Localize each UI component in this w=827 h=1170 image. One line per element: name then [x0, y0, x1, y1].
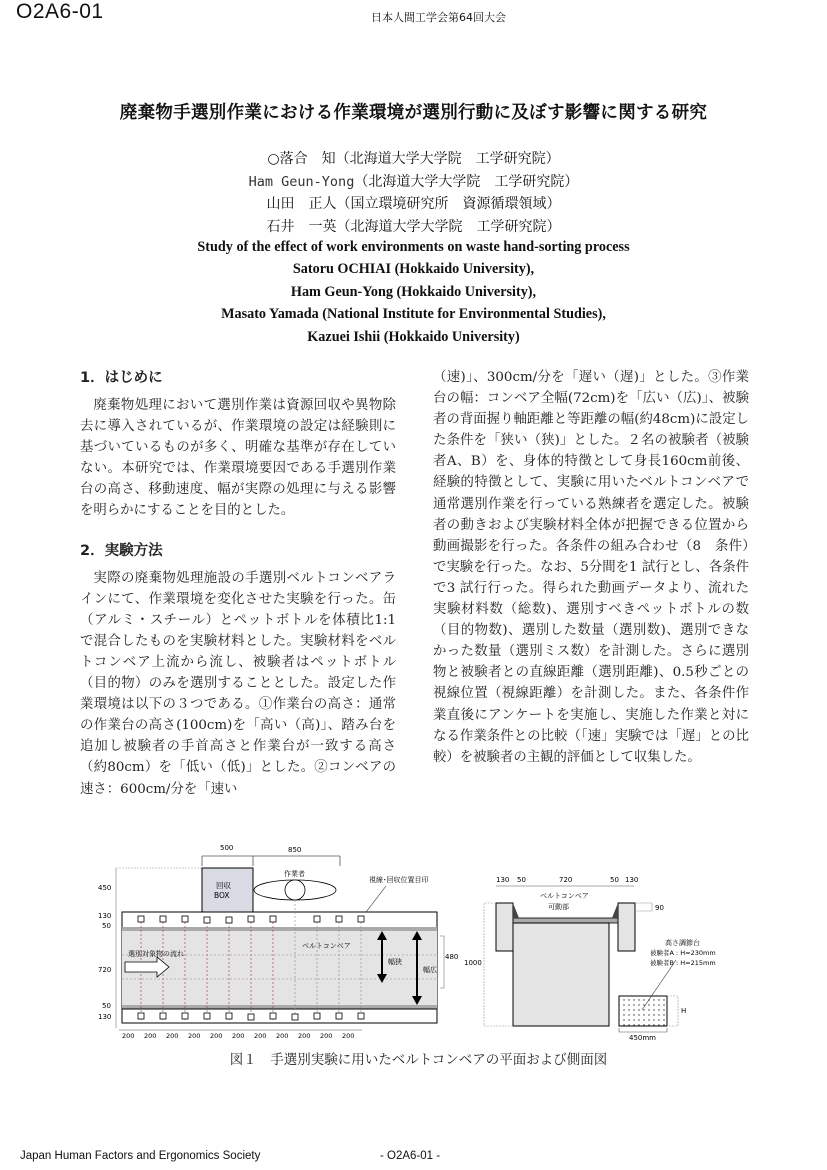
dim-label: 200 — [254, 1032, 267, 1040]
dim-label: 130 — [625, 876, 639, 884]
paper-id: O2A6-01 — [16, 0, 104, 23]
dim-label: 200 — [276, 1032, 289, 1040]
narrow-label: 幅狭 — [388, 958, 402, 966]
box-label: 回収 — [216, 881, 231, 890]
dim-label: 130 — [496, 876, 510, 884]
stand-label: 高さ調節台 — [665, 939, 700, 947]
author-name: 石井 一英 — [266, 218, 337, 235]
dim-label: 130 — [98, 912, 112, 920]
section-heading-method: 2．実験方法 — [80, 542, 163, 559]
english-author: Satoru OCHIAI (Hokkaido University), — [292, 261, 535, 278]
author-affiliation: （北海道大学大学院 工学研究院） — [336, 218, 561, 235]
conveyor-diagram — [92, 838, 752, 1043]
right-column — [433, 367, 749, 768]
marker-label: 視線･回収位置目印 — [369, 876, 429, 884]
dim-label: 1000 — [464, 959, 482, 967]
footer-page: - O2A6-01 - — [380, 1150, 441, 1162]
dim-label: 200 — [144, 1032, 157, 1040]
author-line — [0, 171, 827, 194]
english-author: Kazuei Ishii (Hokkaido University) — [307, 328, 520, 345]
author-name: ○落合 知 — [267, 151, 336, 167]
dim-label: 200 — [166, 1032, 179, 1040]
author-line — [0, 216, 827, 239]
subject-a-label: 被験者A : H=230mm — [650, 949, 716, 957]
dim-label: 90 — [655, 904, 664, 912]
left-column — [80, 367, 396, 800]
dim-label: 200 — [298, 1032, 311, 1040]
worker-label: 作業者 — [284, 870, 305, 878]
dim-label: 720 — [98, 966, 112, 974]
english-title-block — [0, 236, 827, 348]
dim-label: 500 — [220, 844, 234, 852]
side-view — [464, 876, 716, 1042]
author-affiliation: （北海道大学大学院 工学研究院） — [335, 151, 560, 167]
author-name: 山田 正人 — [266, 196, 337, 212]
author-line — [0, 193, 827, 216]
author-name: Ham Geun-Yong — [248, 173, 355, 190]
method-body-right: （速)」、300cm/分を「遅い（遅)」とした。③作業台の幅：コンベア全幅(72cm)を「広い（広)」、被験者の背面握り軸距離と等距離の幅(約48cm)に設定した条件を「狭い（狭)」とした。２名の被験者（被験者A、B）を、身体的特徴として身長160cm前後、経験的特徴として、実験に用いたベルトコンベアで通常選別作業を行っている熟練者を選定した。被験者の動きおよび実験材料全体が把握できる位置から動画撮影を行った。各条件の組み合わせ（8 条件）で実験を行った。なお、5分間を1 試行とし、各条件で3 試行行った。得られた動画データより、流れた実験材料数（総数)、選別すべきペットボトルの数（目的物数)、選別した数量（選別数)、選別できなかった数量（選別ミス数）を計測した。さらに選別物と被験者との直線距離（選別距離)、0.5秒ごとの視線位置（視線距離）を計測した。また、各条件作業直後にアンケートを実施し、実施した作業と対になる作業条件との比較（「速」実験では「遅」との比較）を被験者の主観的評価として収集した。 — [433, 370, 749, 765]
introduction-body: 廃棄物処理において選別作業は資源回収や異物除去に導入されているが、作業環境の設定は経験則に基づいているものが多く、明確な基準が存在していない。本研究では、作業環境要因である手選別作業台の高さ、移動速度、幅が実際の処理に与える影響を明らかにすることを目的とした。 — [80, 398, 396, 519]
dim-label: 480 — [445, 953, 459, 961]
method-body-left: 実際の廃棄物処理施設の手選別ベルトコンベアラインにて、作業環境を変化させた実験を行った。缶（アルミ・スチール）とペットボトルを体積比1:1 で混合したものを実験材料とした。実験材料をベルトコンベア上流から流し、被験者はペットボトル（目的物）のみを選別することとした。設定した作業環境は以下の３つである。①作業台の高さ：通常の作業台の高さ(100cm)を「高い（高)」、踏み台を追加し被験者の手首高さと作業台が一致する高さ（約80cm）を「低い（低)」とした。②コンベアの速さ：600cm/分を「速い — [80, 570, 396, 797]
box-label: BOX — [214, 891, 230, 900]
conference-name: 日本人間工学会第64回大会 — [371, 11, 506, 24]
author-affiliation: （北海道大学大学院 工学研究院） — [354, 173, 579, 190]
figure-1 — [92, 838, 752, 1047]
dim-label: 720 — [559, 876, 573, 884]
figure-caption: 図１ 手選別実験に用いたベルトコンベアの平面および側面図 — [229, 1052, 608, 1068]
dim-label: 450mm — [629, 1034, 656, 1042]
dim-label: H — [681, 1007, 687, 1015]
dim-label: 200 — [210, 1032, 223, 1040]
english-title: Study of the effect of work environments on waste hand-sorting process — [197, 239, 630, 255]
dim-label: 50 — [102, 922, 111, 930]
dim-label: 200 — [232, 1032, 245, 1040]
dim-label: 200 — [342, 1032, 355, 1040]
english-author: Masato Yamada (National Institute for Environmental Studies), — [221, 306, 606, 323]
authors-japanese — [0, 148, 827, 238]
belt-label: 可動部 — [548, 903, 569, 911]
flow-label: 選別対象物の流れ — [128, 950, 184, 958]
author-line — [0, 148, 827, 171]
subject-b-label: 被験者B : H=215mm — [650, 959, 716, 967]
dim-label: 130 — [98, 1013, 112, 1021]
belt-label: ベルトコンベア — [540, 892, 589, 900]
english-author: Ham Geun-Yong (Hokkaido University), — [290, 283, 537, 300]
footer-society: Japan Human Factors and Ergonomics Society — [20, 1150, 261, 1162]
plan-view — [98, 844, 458, 1040]
dim-label: 200 — [122, 1032, 135, 1040]
paper-title: 廃棄物手選別作業における作業環境が選別行動に及ぼす影響に関する研究 — [119, 103, 708, 123]
dim-label: 50 — [610, 876, 619, 884]
author-affiliation: （国立環境研究所 資源循環領域） — [336, 196, 561, 212]
dim-label: 200 — [188, 1032, 201, 1040]
dim-label: 450 — [98, 884, 112, 892]
dim-label: 850 — [288, 846, 302, 854]
belt-label: ベルトコンベア — [302, 942, 351, 950]
dim-label: 200 — [320, 1032, 333, 1040]
wide-label: 幅広 — [423, 966, 437, 974]
dim-label: 50 — [517, 876, 526, 884]
dim-label: 50 — [102, 1002, 111, 1010]
section-heading-introduction: 1．はじめに — [80, 370, 163, 386]
